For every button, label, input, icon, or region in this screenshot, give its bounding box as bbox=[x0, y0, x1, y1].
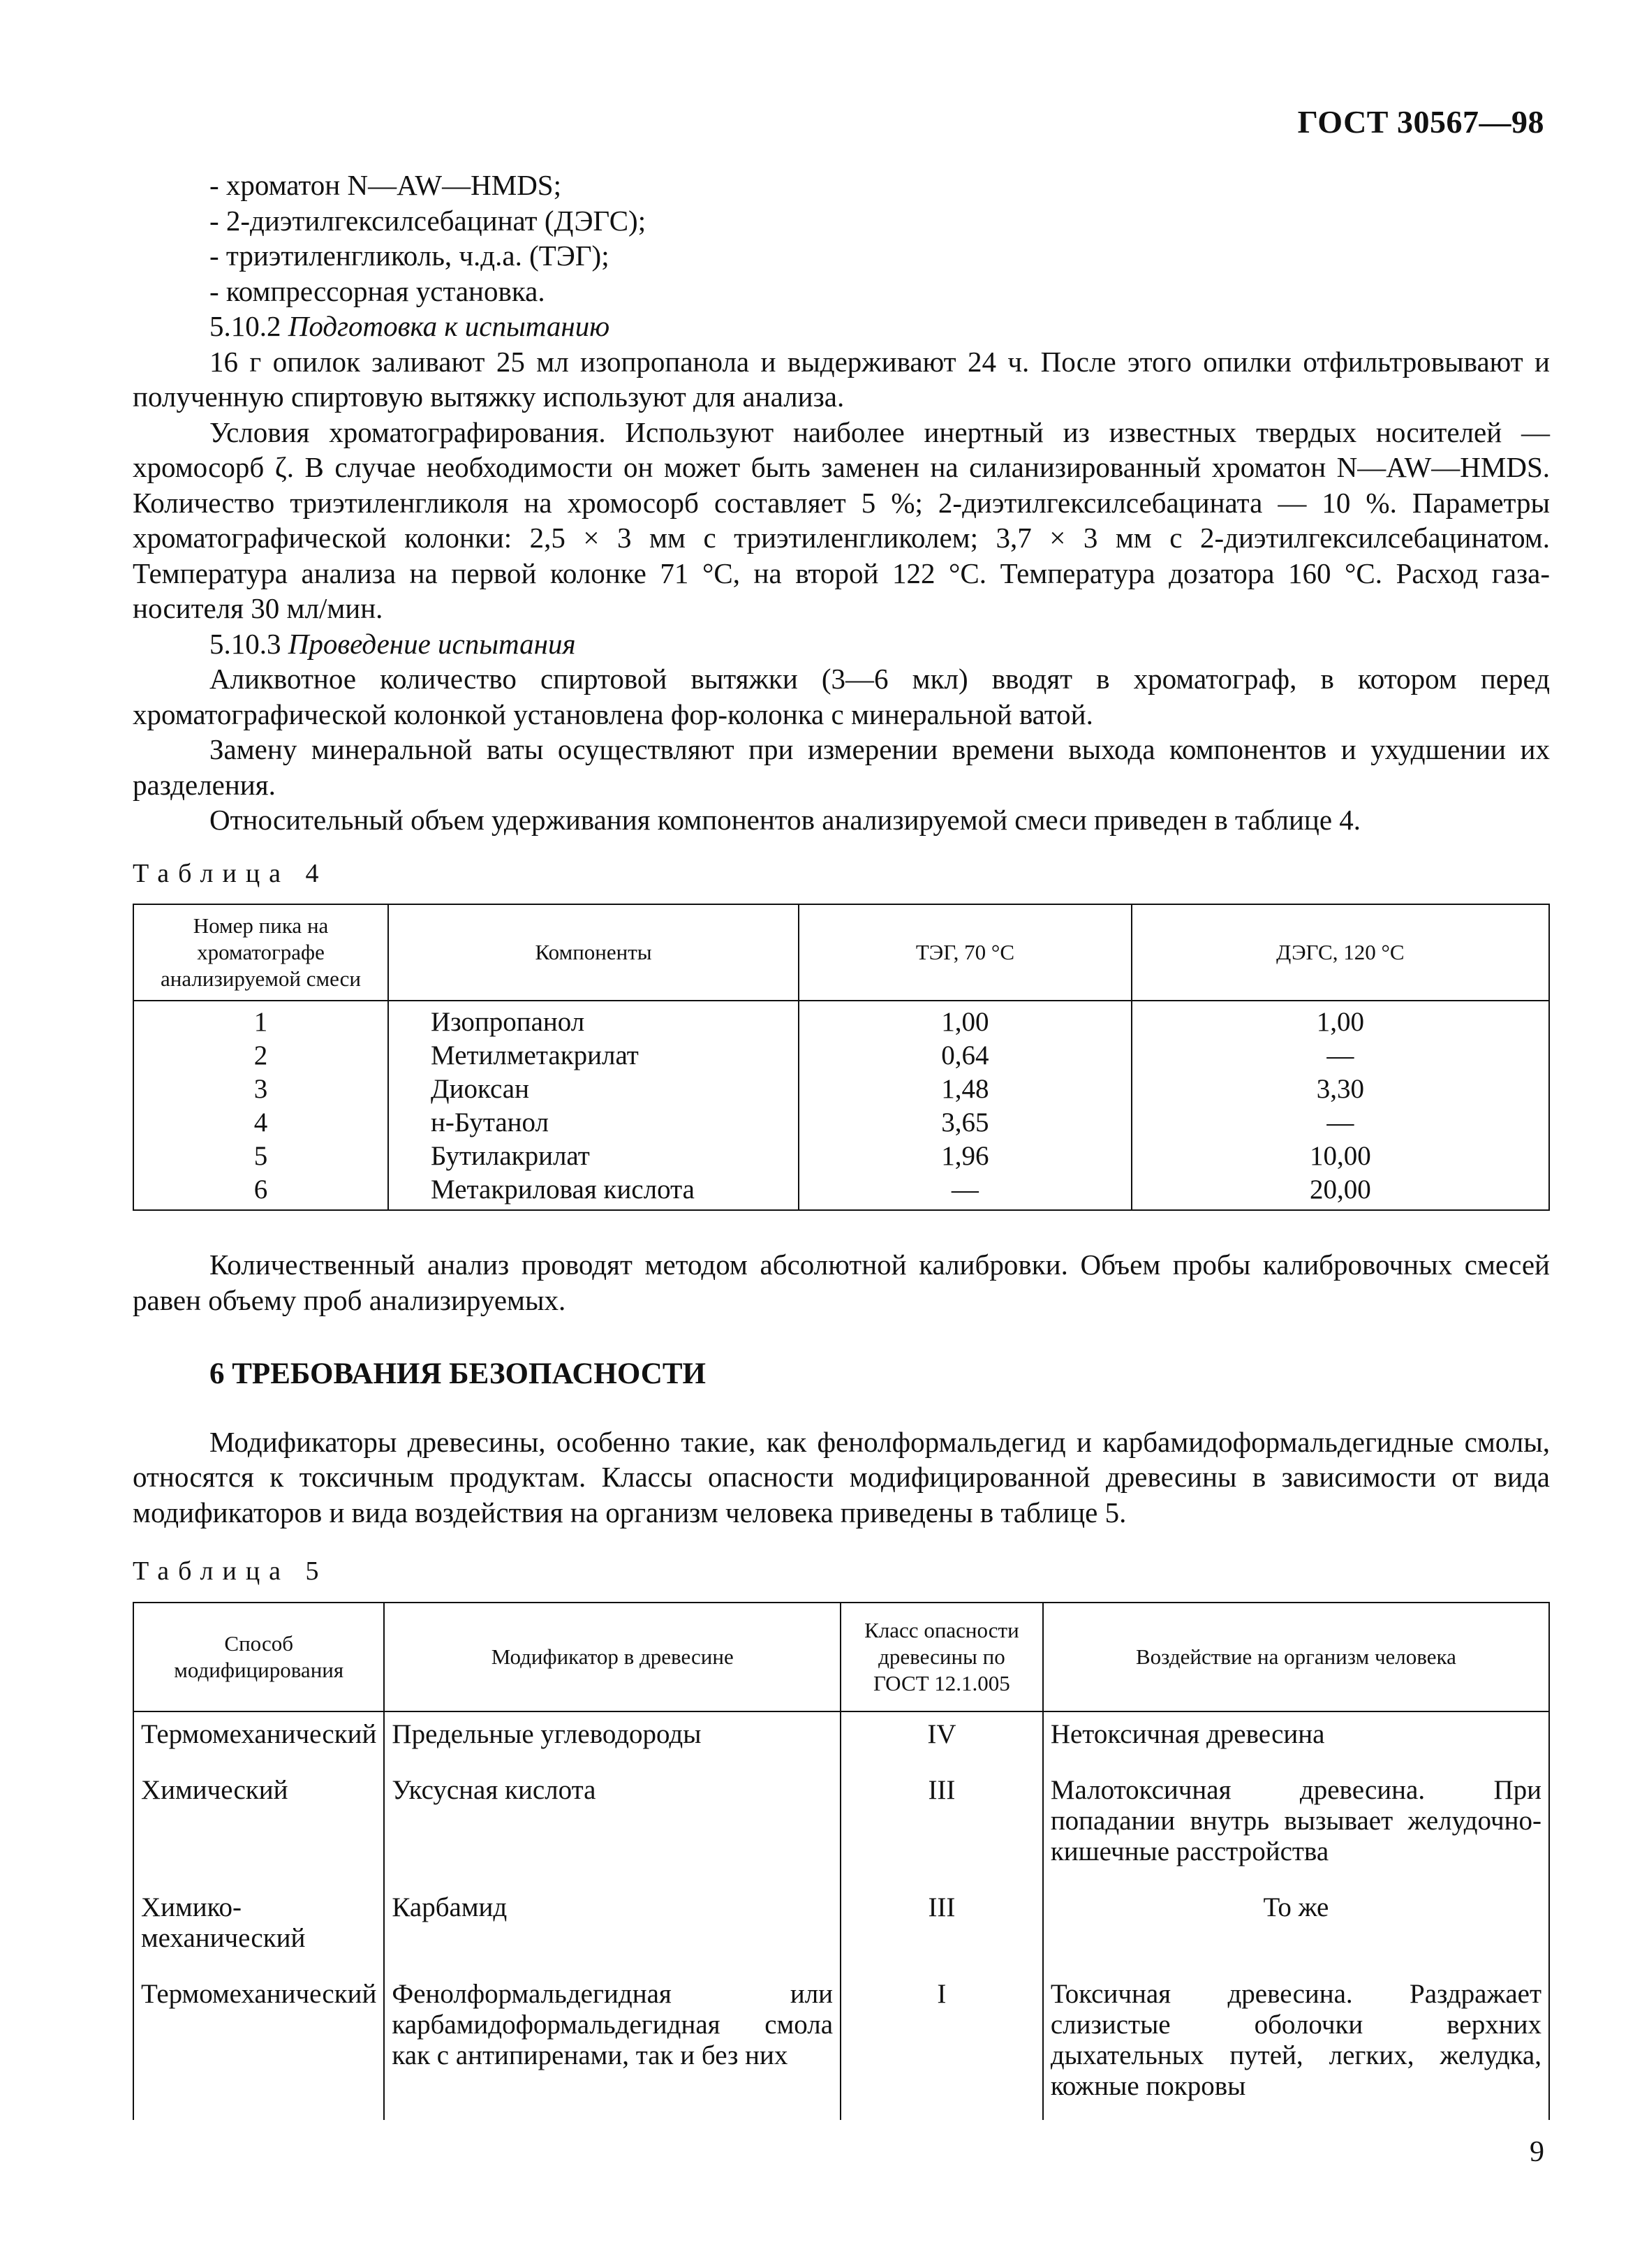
paragraph: Условия хроматографирования. Используют наиболее инертный из известных твердых носителей — хромосорб ζ. В случае необходимости он может быть заменен на силанизированный хроматон N—AW—HMDS. Количество триэтиленгликоля на хромосорб составляет 5 %; 2-диэтилгексилсебацината — 10 %. Параметры хроматографической колонки: 2,5 × 3 мм с триэтиленгликолем; 3,7 × 3 мм с 2-диэтилгексилсебацинатом. Температура анализа на первой колонке 71 °С, на второй 122 °С. Температура дозатора 160 °С. Расход газа-носителя 30 мл/мин. bbox=[133, 415, 1550, 624]
paragraph: Аликвотное количество спиртовой вытяжки (3—6 мкл) вводят в хроматограф, в котором перед хроматографической колонкой установлена фор-колонка с минеральной ватой. bbox=[133, 663, 1550, 730]
document-code-header: ГОСТ 30567—98 bbox=[1297, 104, 1544, 140]
section-6-title: 6 ТРЕБОВАНИЯ БЕЗОПАСНОСТИ bbox=[209, 1357, 706, 1390]
paragraph: Относительный объем удерживания компонентов анализируемой смеси приведен в таблице 4. bbox=[209, 804, 1361, 836]
column-header: Номер пика на хроматографе анализируемой смеси bbox=[133, 904, 388, 1001]
teg-value: — bbox=[799, 1173, 1132, 1210]
paragraph: 16 г опилок заливают 25 мл изопропанола и выдерживают 24 ч. После этого опилки отфильтровывают и полученную спиртовую вытяжку используют для анализа. bbox=[133, 345, 1550, 413]
teg-value: 3,65 bbox=[799, 1106, 1132, 1140]
table-row bbox=[133, 1173, 1549, 1210]
component: Метилметакрилат bbox=[388, 1039, 799, 1073]
table-5-caption: Таблица 5 bbox=[133, 1556, 328, 1586]
page-number: 9 bbox=[1530, 2136, 1544, 2168]
column-header: Воздействие на организм человека bbox=[1043, 1603, 1549, 1711]
column-header: ДЭГС, 120 °С bbox=[1132, 904, 1549, 1001]
component: Диоксан bbox=[388, 1073, 799, 1106]
degs-value: 20,00 bbox=[1132, 1173, 1549, 1210]
teg-value: 1,96 bbox=[799, 1140, 1132, 1173]
peak-number: 4 bbox=[133, 1106, 388, 1140]
human-effect: Малотоксичная древесина. При попадании внутрь вызывает желудочно-кишечные расстройства bbox=[1043, 1768, 1549, 1885]
degs-value: 3,30 bbox=[1132, 1073, 1549, 1106]
subsection-number: 5.10.3 bbox=[209, 627, 281, 660]
component: Бутилакрилат bbox=[388, 1140, 799, 1173]
hazard-class: III bbox=[841, 1768, 1043, 1885]
human-effect: Токсичная древесина. Раздражает слизистые оболочки верхних дыхательных путей, легких, желудка, кожные покровы bbox=[1043, 1972, 1549, 2120]
table-4 bbox=[133, 904, 1550, 1211]
modifier: Фенолформальдегидная или карбамидоформальдегидная смола как с антипиренами, так и без них bbox=[384, 1972, 841, 2120]
component: Метакриловая кислота bbox=[388, 1173, 799, 1210]
list-item: - 2-диэтилгексилсебацинат (ДЭГС); bbox=[209, 204, 646, 237]
peak-number: 2 bbox=[133, 1039, 388, 1073]
table-row bbox=[133, 1073, 1549, 1106]
degs-value: — bbox=[1132, 1106, 1549, 1140]
subsection-title: Подготовка к испытанию bbox=[288, 310, 610, 342]
modification-method: Химико-механический bbox=[133, 1885, 384, 1972]
column-header: Способ модифицирования bbox=[133, 1603, 384, 1711]
paragraph: Замену минеральной ваты осуществляют при измерении времени выхода компонентов и ухудшении их разделения. bbox=[133, 733, 1550, 801]
table-header-row bbox=[133, 904, 1549, 1001]
hazard-class: III bbox=[841, 1885, 1043, 1972]
peak-number: 3 bbox=[133, 1073, 388, 1106]
modifier: Карбамид bbox=[384, 1885, 841, 1972]
component: н-Бутанол bbox=[388, 1106, 799, 1140]
column-header: Модификатор в древесине bbox=[384, 1603, 841, 1711]
list-item: - триэтиленгликоль, ч.д.а. (ТЭГ); bbox=[209, 240, 609, 272]
teg-value: 0,64 bbox=[799, 1039, 1132, 1073]
modifier: Уксусная кислота bbox=[384, 1768, 841, 1885]
modification-method: Термомеханический bbox=[133, 1711, 384, 1768]
table-4-caption: Таблица 4 bbox=[133, 858, 328, 888]
modification-method: Химический bbox=[133, 1768, 384, 1885]
degs-value: — bbox=[1132, 1039, 1549, 1073]
column-header: Класс опасности древесины по ГОСТ 12.1.005 bbox=[841, 1603, 1043, 1711]
peak-number: 6 bbox=[133, 1173, 388, 1210]
table-row bbox=[133, 1001, 1549, 1039]
table-row bbox=[133, 1711, 1549, 1768]
human-effect: Нетоксичная древесина bbox=[1043, 1711, 1549, 1768]
page-content bbox=[133, 168, 1550, 2120]
hazard-class: IV bbox=[841, 1711, 1043, 1768]
human-effect: То же bbox=[1043, 1885, 1549, 1972]
table-row bbox=[133, 1140, 1549, 1173]
modification-method: Термомеханический bbox=[133, 1972, 384, 2120]
table-header-row bbox=[133, 1603, 1549, 1711]
table-row bbox=[133, 1106, 1549, 1140]
table-row bbox=[133, 1039, 1549, 1073]
subsection-heading-5-10-2 bbox=[133, 309, 1550, 344]
teg-value: 1,00 bbox=[799, 1001, 1132, 1039]
degs-value: 1,00 bbox=[1132, 1001, 1549, 1039]
subsection-heading-5-10-3 bbox=[133, 626, 1550, 662]
degs-value: 10,00 bbox=[1132, 1140, 1549, 1173]
subsection-number: 5.10.2 bbox=[209, 310, 281, 342]
hazard-class: I bbox=[841, 1972, 1043, 2120]
list-item: - хроматон N—AW—HMDS; bbox=[209, 169, 561, 201]
table-5 bbox=[133, 1602, 1550, 2120]
table-row bbox=[133, 1885, 1549, 1972]
peak-number: 1 bbox=[133, 1001, 388, 1039]
subsection-title: Проведение испытания bbox=[288, 627, 576, 660]
column-header: Компоненты bbox=[388, 904, 799, 1001]
teg-value: 1,48 bbox=[799, 1073, 1132, 1106]
table-row bbox=[133, 1768, 1549, 1885]
peak-number: 5 bbox=[133, 1140, 388, 1173]
table-row bbox=[133, 1972, 1549, 2120]
column-header: ТЭГ, 70 °С bbox=[799, 904, 1132, 1001]
list-item: - компрессорная установка. bbox=[209, 274, 545, 307]
paragraph: Количественный анализ проводят методом абсолютной калибровки. Объем пробы калибровочных смесей равен объему проб анализируемых. bbox=[133, 1249, 1550, 1316]
paragraph: Модификаторы древесины, особенно такие, как фенолформальдегид и карбамидоформальдегидные смолы, относятся к токсичным продуктам. Классы опасности модифицированной древесины в зависимости от вида модификаторов и вида воздействия на организм человека приведены в таблице 5. bbox=[133, 1425, 1550, 1529]
modifier: Предельные углеводороды bbox=[384, 1711, 841, 1768]
component: Изопропанол bbox=[388, 1001, 799, 1039]
